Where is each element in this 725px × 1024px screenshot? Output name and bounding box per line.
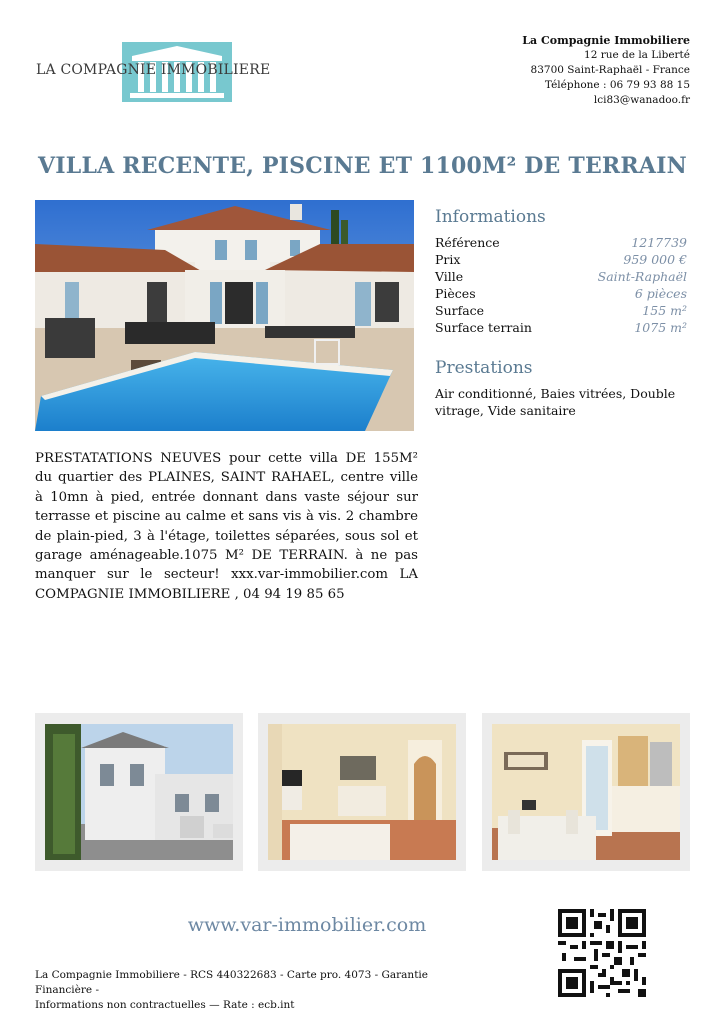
info-row-surface-terrain <box>435 319 687 336</box>
footer-line2: Informations non contractuelles — Rate : ecb.int <box>35 999 295 1011</box>
info-label: Pièces <box>435 286 476 301</box>
info-label: Prix <box>435 252 461 267</box>
info-row-reference <box>435 234 687 251</box>
prestations-heading: Prestations <box>435 358 533 378</box>
thumbnail-exterior[interactable] <box>35 713 243 871</box>
info-value: 6 pièces <box>634 286 687 301</box>
info-label: Surface terrain <box>435 320 532 335</box>
info-value: 155 m² <box>642 303 687 318</box>
thumbnail-living-room[interactable] <box>258 713 466 871</box>
website-link[interactable]: www.var-immobilier.com <box>187 914 427 936</box>
info-value: 959 000 € <box>623 252 687 267</box>
main-villa-photo <box>35 200 414 431</box>
footer-legal <box>35 968 465 1013</box>
informations-heading: Informations <box>435 207 546 227</box>
agency-name: La Compagnie Immobiliere <box>522 34 690 47</box>
info-label: Référence <box>435 235 500 250</box>
informations-table <box>435 234 687 336</box>
agency-contact <box>522 33 690 108</box>
agency-phone: Téléphone : 06 79 93 88 15 <box>544 79 690 91</box>
info-row-ville <box>435 268 687 285</box>
agency-email[interactable]: lci83@wanadoo.fr <box>593 94 690 106</box>
agency-address-line2: 83700 Saint-Raphaël - France <box>530 64 690 76</box>
footer-line1: La Compagnie Immobiliere - RCS 440322683 - Carte pro. 4073 - Garantie Financière - <box>35 969 428 996</box>
info-row-prix <box>435 251 687 268</box>
info-value: 1217739 <box>631 235 687 250</box>
agency-address-line1: 12 rue de la Liberté <box>584 49 690 61</box>
info-value: 1075 m² <box>634 320 687 335</box>
listing-description: PRESTATATIONS NEUVES pour cette villa DE 155M² du quartier des PLAINES, SAINT RAHAEL, centre ville à 10mn à pied, entrée donnant dans vaste séjour sur terrasse et piscine au calme et sans vis à vis. 2 chambre de plain-pied, 3 à l'étage, toilettes séparées, sous sol et garage aménageable.1075 M² DE TERRAIN. à ne pas manquer sur le secteur! xxx.var-immobilier.com LA COMPAGNIE IMMOBILIERE , 04 94 19 85 65 <box>35 451 418 602</box>
listing-title: VILLA RECENTE, PISCINE ET 1100M² DE TERRAIN <box>38 153 687 179</box>
thumbnail-kitchen-dining[interactable] <box>482 713 690 871</box>
info-row-pieces <box>435 285 687 302</box>
info-value: Saint-Raphaël <box>597 269 687 284</box>
info-row-surface <box>435 302 687 319</box>
qr-code-icon <box>558 909 646 997</box>
info-label: Surface <box>435 303 485 318</box>
logo-text: LA COMPAGNIE IMMOBILIERE <box>36 62 271 78</box>
info-label: Ville <box>435 269 464 284</box>
prestations-text: Air conditionné, Baies vitrées, Double vitrage, Vide sanitaire <box>435 386 676 418</box>
